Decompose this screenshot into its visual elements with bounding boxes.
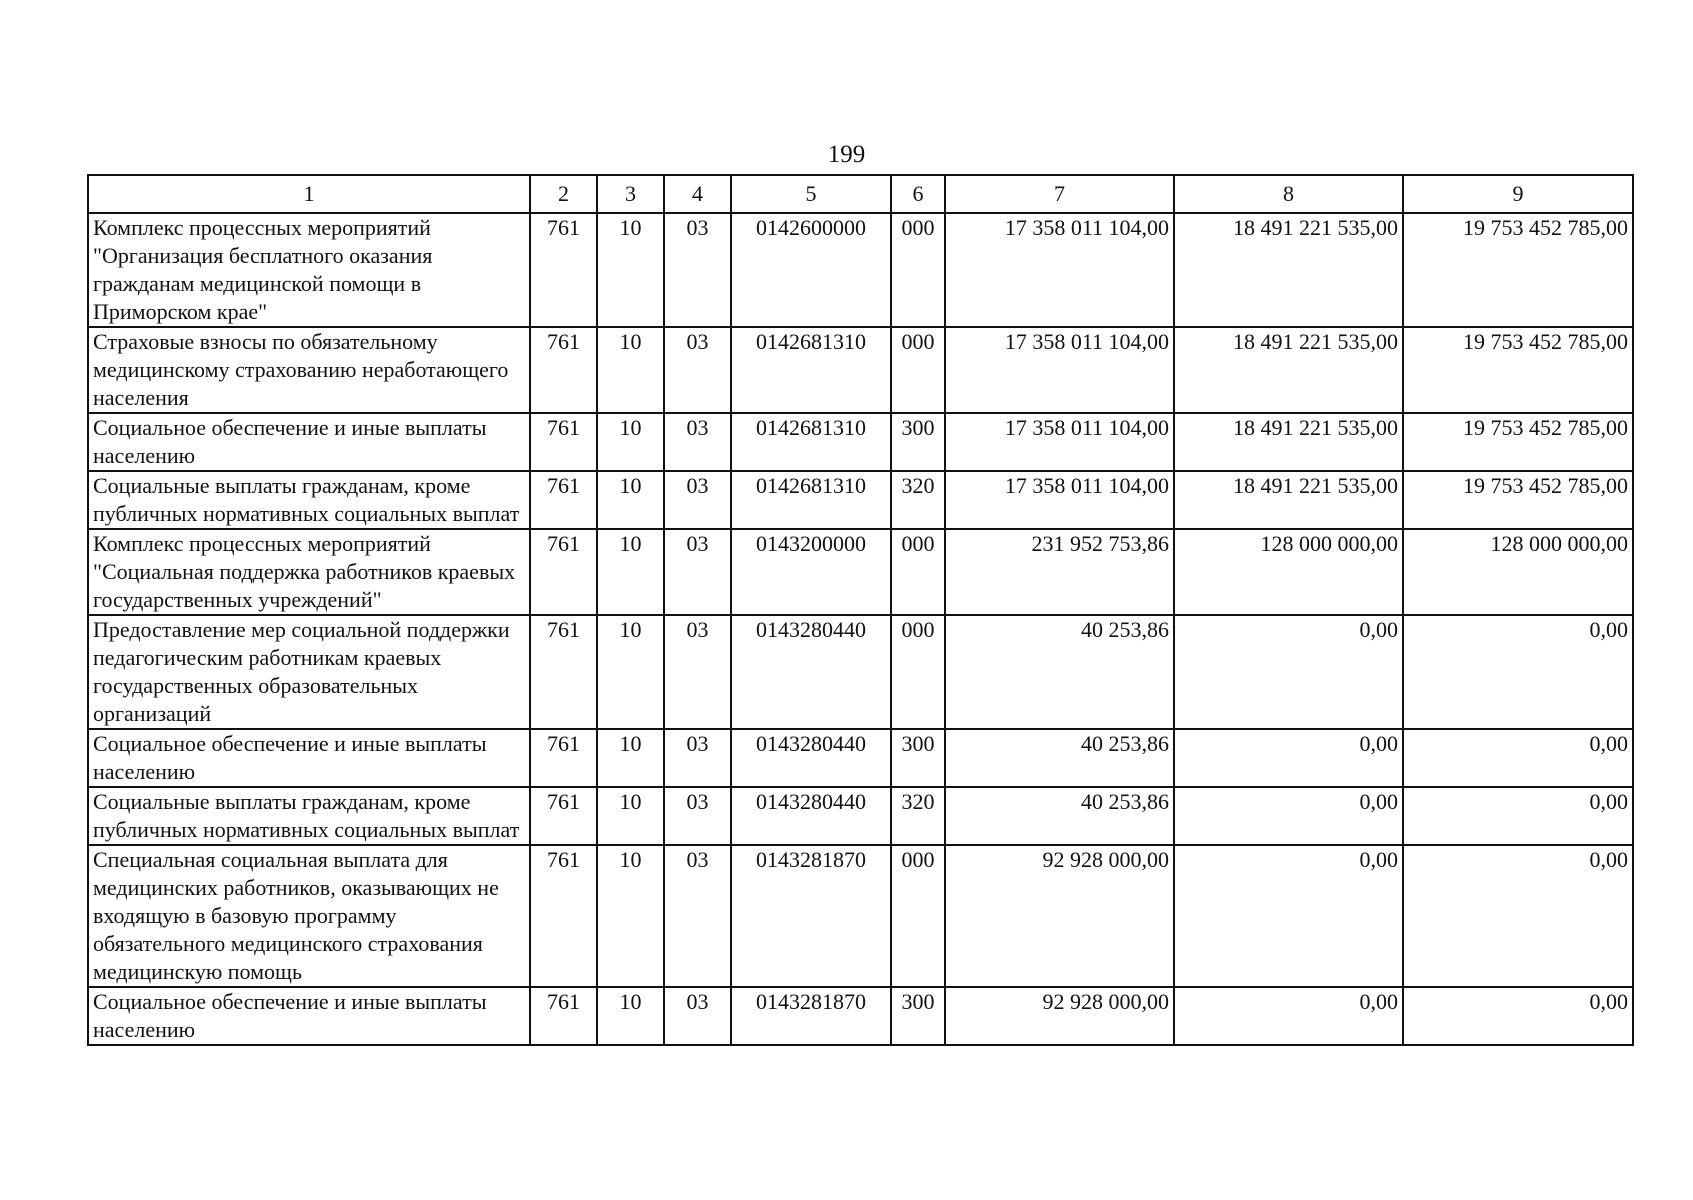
ministry-code: 761 (530, 787, 597, 845)
table-row (88, 471, 1633, 529)
section-code: 10 (597, 413, 664, 471)
section-code: 10 (597, 529, 664, 615)
amount-col7: 231 952 753,86 (945, 529, 1174, 615)
table-row (88, 413, 1633, 471)
table-row (88, 987, 1633, 1045)
subsection-code: 03 (664, 787, 731, 845)
expense-type-code: 300 (891, 413, 945, 471)
subsection-code: 03 (664, 729, 731, 787)
amount-col8: 18 491 221 535,00 (1174, 327, 1403, 413)
amount-col9: 128 000 000,00 (1403, 529, 1633, 615)
ministry-code: 761 (530, 987, 597, 1045)
ministry-code: 761 (530, 529, 597, 615)
table-row (88, 213, 1633, 327)
expense-type-code: 000 (891, 615, 945, 729)
target-article-code: 0143280440 (731, 729, 891, 787)
amount-col8: 0,00 (1174, 987, 1403, 1045)
target-article-code: 0142600000 (731, 213, 891, 327)
expense-type-code: 300 (891, 729, 945, 787)
table-row (88, 787, 1633, 845)
expense-type-code: 320 (891, 787, 945, 845)
subsection-code: 03 (664, 213, 731, 327)
table-row (88, 327, 1633, 413)
amount-col7: 92 928 000,00 (945, 987, 1174, 1045)
header-row (88, 175, 1633, 213)
column-header-1: 1 (88, 175, 530, 213)
subsection-code: 03 (664, 327, 731, 413)
target-article-code: 0143281870 (731, 987, 891, 1045)
amount-col7: 17 358 011 104,00 (945, 327, 1174, 413)
subsection-code: 03 (664, 529, 731, 615)
amount-col9: 19 753 452 785,00 (1403, 213, 1633, 327)
amount-col9: 0,00 (1403, 729, 1633, 787)
amount-col8: 0,00 (1174, 845, 1403, 987)
row-name: Социальное обеспечение и иные выплаты населению (88, 987, 530, 1045)
target-article-code: 0143280440 (731, 787, 891, 845)
subsection-code: 03 (664, 615, 731, 729)
subsection-code: 03 (664, 845, 731, 987)
target-article-code: 0143280440 (731, 615, 891, 729)
column-header-6: 6 (891, 175, 945, 213)
target-article-code: 0142681310 (731, 471, 891, 529)
column-header-4: 4 (664, 175, 731, 213)
ministry-code: 761 (530, 413, 597, 471)
row-name: Предоставление мер социальной поддержки педагогическим работникам краевых государственных образовательных организаций (88, 615, 530, 729)
row-name: Страховые взносы по обязательному медицинскому страхованию неработающего населения (88, 327, 530, 413)
amount-col9: 19 753 452 785,00 (1403, 413, 1633, 471)
ministry-code: 761 (530, 615, 597, 729)
budget-table (87, 174, 1634, 1046)
section-code: 10 (597, 987, 664, 1045)
row-name: Социальные выплаты гражданам, кроме публичных нормативных социальных выплат (88, 787, 530, 845)
column-header-5: 5 (731, 175, 891, 213)
amount-col7: 17 358 011 104,00 (945, 471, 1174, 529)
amount-col9: 19 753 452 785,00 (1403, 471, 1633, 529)
amount-col7: 17 358 011 104,00 (945, 413, 1174, 471)
amount-col8: 18 491 221 535,00 (1174, 213, 1403, 327)
section-code: 10 (597, 213, 664, 327)
ministry-code: 761 (530, 327, 597, 413)
expense-type-code: 000 (891, 529, 945, 615)
amount-col7: 17 358 011 104,00 (945, 213, 1174, 327)
amount-col9: 0,00 (1403, 787, 1633, 845)
table-row (88, 529, 1633, 615)
section-code: 10 (597, 615, 664, 729)
amount-col8: 18 491 221 535,00 (1174, 413, 1403, 471)
target-article-code: 0142681310 (731, 327, 891, 413)
expense-type-code: 000 (891, 327, 945, 413)
column-header-7: 7 (945, 175, 1174, 213)
section-code: 10 (597, 787, 664, 845)
amount-col8: 18 491 221 535,00 (1174, 471, 1403, 529)
expense-type-code: 320 (891, 471, 945, 529)
target-article-code: 0143281870 (731, 845, 891, 987)
table-row (88, 845, 1633, 987)
expense-type-code: 000 (891, 845, 945, 987)
row-name: Комплекс процессных мероприятий "Социальная поддержка работников краевых государственных учреждений" (88, 529, 530, 615)
column-header-3: 3 (597, 175, 664, 213)
column-header-8: 8 (1174, 175, 1403, 213)
amount-col9: 19 753 452 785,00 (1403, 327, 1633, 413)
expense-type-code: 000 (891, 213, 945, 327)
amount-col7: 40 253,86 (945, 615, 1174, 729)
target-article-code: 0142681310 (731, 413, 891, 471)
table-row (88, 729, 1633, 787)
section-code: 10 (597, 729, 664, 787)
row-name: Социальное обеспечение и иные выплаты населению (88, 413, 530, 471)
row-name: Социальные выплаты гражданам, кроме публичных нормативных социальных выплат (88, 471, 530, 529)
amount-col7: 40 253,86 (945, 729, 1174, 787)
ministry-code: 761 (530, 729, 597, 787)
page-number: 199 (827, 141, 866, 168)
subsection-code: 03 (664, 987, 731, 1045)
amount-col8: 128 000 000,00 (1174, 529, 1403, 615)
subsection-code: 03 (664, 413, 731, 471)
row-name: Социальное обеспечение и иные выплаты населению (88, 729, 530, 787)
amount-col9: 0,00 (1403, 987, 1633, 1045)
amount-col7: 92 928 000,00 (945, 845, 1174, 987)
target-article-code: 0143200000 (731, 529, 891, 615)
table-row (88, 615, 1633, 729)
amount-col8: 0,00 (1174, 787, 1403, 845)
ministry-code: 761 (530, 845, 597, 987)
column-header-2: 2 (530, 175, 597, 213)
amount-col9: 0,00 (1403, 615, 1633, 729)
amount-col9: 0,00 (1403, 845, 1633, 987)
row-name: Специальная социальная выплата для медицинских работников, оказывающих не входящую в базовую программу обязательного медицинского страхования медицинскую помощь (88, 845, 530, 987)
amount-col8: 0,00 (1174, 729, 1403, 787)
ministry-code: 761 (530, 471, 597, 529)
amount-col7: 40 253,86 (945, 787, 1174, 845)
ministry-code: 761 (530, 213, 597, 327)
section-code: 10 (597, 327, 664, 413)
column-header-9: 9 (1403, 175, 1633, 213)
subsection-code: 03 (664, 471, 731, 529)
expense-type-code: 300 (891, 987, 945, 1045)
section-code: 10 (597, 471, 664, 529)
section-code: 10 (597, 845, 664, 987)
amount-col8: 0,00 (1174, 615, 1403, 729)
row-name: Комплекс процессных мероприятий "Организация бесплатного оказания гражданам медицинской помощи в Приморском крае" (88, 213, 530, 327)
